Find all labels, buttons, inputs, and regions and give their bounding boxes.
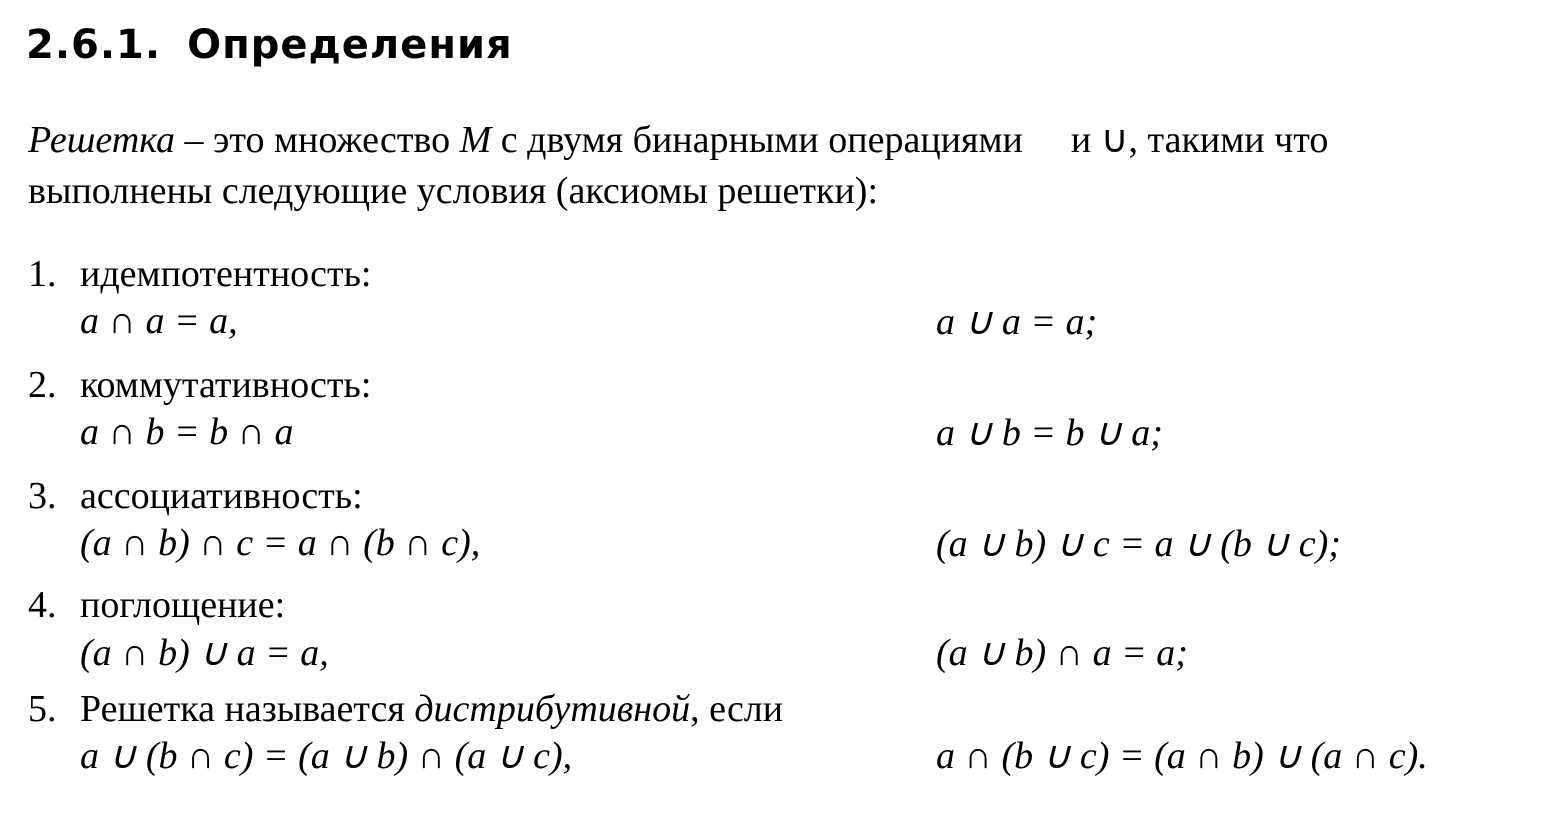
section-title: Определения: [187, 22, 513, 68]
formula-right: a ∪ a = a;: [936, 301, 1098, 343]
formula-left: a ∩ a = a,: [80, 300, 238, 342]
formula-right: a ∩ (b ∪ c) = (a ∩ b) ∪ (a ∩ c).: [936, 735, 1428, 777]
formula-left: a ∪ (b ∩ c) = (a ∪ b) ∩ (a ∪ c),: [80, 735, 573, 777]
axiom-title: коммутативность:: [80, 364, 372, 406]
formula-right: a ∪ b = b ∪ a;: [936, 412, 1163, 454]
section-number: 2.6.1.: [26, 22, 162, 68]
intro-text-b: с двумя бинарными операциями: [491, 119, 1023, 161]
intro-text-c: и ∪, такими что: [1070, 119, 1329, 161]
section-heading: [26, 22, 513, 68]
axiom-title: [80, 687, 783, 731]
term-distributive: дистрибутивной: [414, 688, 691, 730]
axiom-title: идемпотентность:: [80, 253, 372, 295]
title-text-a: Решетка называется: [80, 688, 415, 730]
axiom-number: 4.: [28, 584, 57, 626]
formula-right: (a ∪ b) ∪ c = a ∪ (b ∪ c);: [936, 523, 1341, 565]
axiom-number: 5.: [28, 688, 57, 730]
title-text-b: , если: [690, 688, 784, 730]
formula-left: (a ∩ b) ∩ c = a ∩ (b ∩ c),: [80, 522, 481, 564]
axiom-title: ассоциативность:: [80, 475, 363, 517]
intro-text-a: – это множество: [175, 119, 460, 161]
term-lattice: Решетка: [28, 119, 176, 161]
axiom-number: 2.: [28, 364, 57, 406]
intro-line-1: [28, 117, 1328, 162]
formula-right: (a ∪ b) ∩ a = a;: [936, 632, 1188, 674]
axiom-title: поглощение:: [80, 584, 286, 626]
formula-left: (a ∩ b) ∪ a = a,: [80, 632, 329, 674]
formula-left: a ∩ b = b ∩ a: [80, 411, 294, 453]
axiom-number: 1.: [28, 253, 57, 295]
axiom-number: 3.: [28, 475, 57, 517]
intro-line-2: выполнены следующие условия (аксиомы решетки):: [28, 170, 879, 212]
set-symbol: M: [459, 119, 492, 161]
